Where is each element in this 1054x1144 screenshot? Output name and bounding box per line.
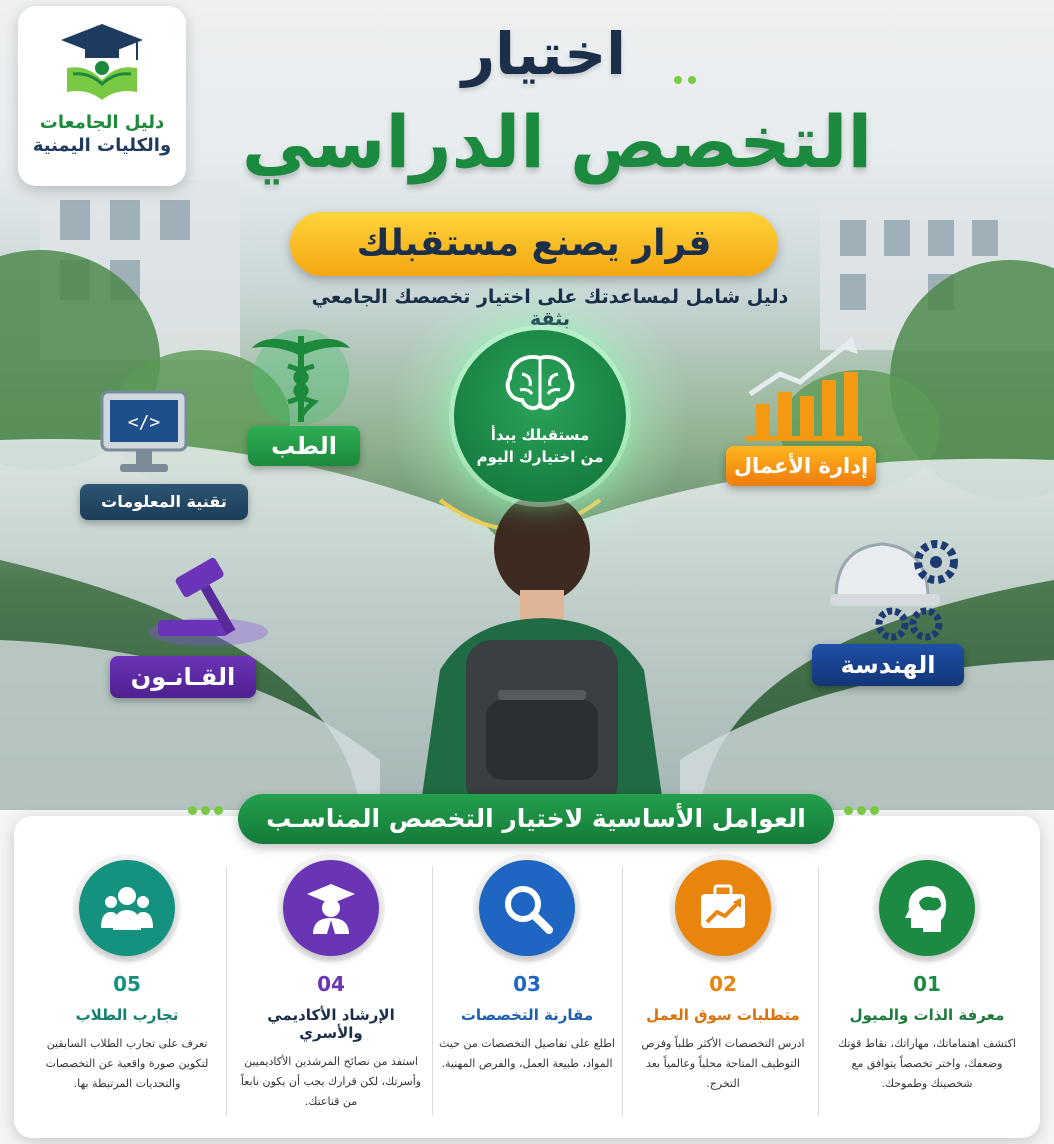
field-label-law[interactable]: القـانـون bbox=[110, 656, 256, 698]
factor-number: 04 bbox=[317, 972, 345, 996]
factor-description: ادرس التخصصات الأكثر طلباً وفرص التوظيف المتاحة محلياً وعالمياً بعد التخرج. bbox=[641, 1037, 805, 1090]
tagline-text: دليل شامل لمساعدتك على اختيار تخصصك الجامعي بثقة bbox=[311, 286, 789, 330]
field-label-medicine[interactable]: الطب bbox=[248, 426, 360, 466]
factor-card-01[interactable] bbox=[832, 860, 1022, 1132]
factor-title: تجارب الطلاب bbox=[75, 1006, 179, 1024]
factors-panel bbox=[14, 816, 1040, 1138]
factor-description: اكتشف اهتماماتك، مهاراتك، نقاط قوتك وضعفك، واختر تخصصاً يتوافق مع شخصيتك وطموحك. bbox=[838, 1037, 1016, 1090]
computer-monitor-icon bbox=[98, 388, 190, 478]
brand-name-line2: والكليات اليمنية bbox=[32, 135, 172, 156]
factor-card-03[interactable] bbox=[432, 860, 622, 1132]
field-label-business[interactable]: إدارة الأعمال bbox=[726, 446, 876, 486]
factor-description: تعرف على تجارب الطلاب السابقين لتكوين صورة واقعية عن التخصصات والتحديات المرتبطة بها. bbox=[45, 1037, 209, 1090]
brain-icon bbox=[502, 352, 578, 416]
people-group-icon bbox=[79, 860, 175, 956]
page-title-line1: اختيار bbox=[461, 20, 626, 88]
gavel-icon bbox=[138, 550, 268, 650]
factor-card-04[interactable] bbox=[236, 860, 426, 1132]
svg-text:</>: </> bbox=[127, 412, 161, 433]
graduate-icon bbox=[283, 860, 379, 956]
factor-card-05[interactable] bbox=[32, 860, 222, 1132]
decor-dots-left bbox=[186, 800, 225, 819]
column-divider bbox=[818, 866, 819, 1116]
graduation-book-logo-icon bbox=[57, 20, 147, 104]
factor-title: الإرشاد الأكاديمي والأسري bbox=[267, 1006, 395, 1042]
magnifier-icon bbox=[479, 860, 575, 956]
factor-card-02[interactable] bbox=[628, 860, 818, 1132]
factor-title: متطلبات سوق العمل bbox=[646, 1006, 800, 1024]
factor-description: استفد من نصائح المرشدين الأكاديميين وأسرتك، لكن قرارك يجب أن يكون نابعاً من قناعتك. bbox=[240, 1055, 422, 1108]
column-divider bbox=[226, 866, 227, 1116]
subtitle-banner: قرار يصنع مستقبلك bbox=[290, 212, 778, 276]
factors-heading: العوامل الأساسية لاختيار التخصص المناسـب bbox=[238, 794, 834, 844]
page-title-line2: التخصص الدراسي bbox=[241, 100, 873, 184]
factor-description: اطلع على تفاصيل التخصصات من حيث المواد، طبيعة العمل، والفرص المهنية. bbox=[439, 1037, 615, 1070]
brain-head-icon bbox=[879, 860, 975, 956]
column-divider bbox=[622, 866, 623, 1116]
decor-dots-right bbox=[842, 800, 881, 819]
caduceus-icon bbox=[246, 322, 356, 432]
factor-number: 05 bbox=[113, 972, 141, 996]
brand-name-line1: دليل الجامعات bbox=[39, 112, 165, 133]
center-text-line2: من اختيارك اليوم bbox=[476, 448, 604, 466]
bar-chart-growth-icon bbox=[740, 334, 864, 442]
center-text-line1: مستقبلك يبدأ bbox=[490, 426, 590, 444]
center-brain-badge bbox=[454, 330, 626, 502]
field-label-it[interactable]: تقنية المعلومات bbox=[80, 484, 248, 520]
factor-title: مقارنة التخصصات bbox=[460, 1006, 594, 1024]
briefcase-chart-icon bbox=[675, 860, 771, 956]
factor-title: معرفة الذات والميول bbox=[849, 1006, 1005, 1024]
field-label-engineering[interactable]: الهندسة bbox=[812, 644, 964, 686]
factor-number: 03 bbox=[513, 972, 541, 996]
factor-number: 01 bbox=[913, 972, 941, 996]
hard-hat-gears-icon bbox=[826, 524, 960, 642]
factor-number: 02 bbox=[709, 972, 737, 996]
